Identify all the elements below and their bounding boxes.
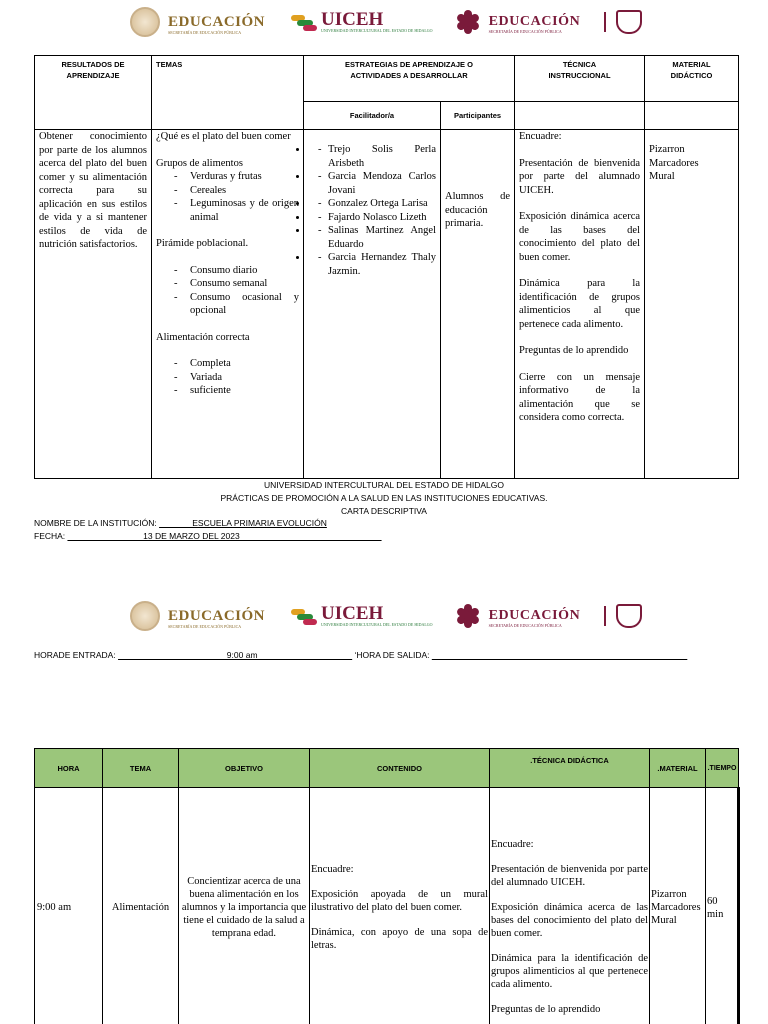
list-item: - • Salinas Martinez Angel Eduardo — [308, 224, 436, 251]
facilitador-cell — [304, 130, 441, 479]
temas-cell: ¿Qué es el plato del buen comer Grupos de alimentos - Verduras y frutas - Cereales - Leguminosas y de origen animal Pirámide poblacional. - Consumo diario - Consumo semanal - Consumo ocasional y opcional Alimentación correcta - Completa - Variada - suficiente — [152, 130, 304, 479]
schedule-line: HORADE ENTRADA: _______________________9:00 am____________________ ‘HORA DE SALIDA: ______________________________________________________ — [34, 650, 688, 660]
header-resultados: RESULTADOS DE APRENDIZAJE — [35, 56, 152, 130]
educacion-logo-right: EDUCACIÓN SECRETARÍA DE EDUCACIÓN PÚBLICA — [488, 14, 581, 34]
header-facilitador: Facilitador/a — [304, 102, 441, 130]
logo-divider — [604, 12, 606, 32]
institution-line: NOMBRE DE LA INSTITUCIÓN: _______ESCUELA PRIMARIA EVOLUCIÓN — [34, 518, 327, 528]
list-item: - • Fajardo Nolasco Lizeth — [308, 211, 436, 225]
objetivo-cell: Concientizar acerca de una buena alimentación en los alumnos y la importancia que tiene el cuidado de la salud a temprana edad. — [179, 788, 310, 1024]
list-item: - Variada — [156, 371, 299, 385]
tema-cell: Alimentación — [103, 788, 179, 1024]
list-item: - Cereales — [156, 184, 299, 198]
institution-value: _______ESCUELA PRIMARIA EVOLUCIÓN — [159, 518, 327, 528]
header-participantes: Participantes — [441, 102, 515, 130]
header-temas: TEMAS — [152, 56, 304, 130]
educacion-logo-right: EDUCACIÓN SECRETARÍA DE EDUCACIÓN PÚBLICA — [488, 608, 581, 628]
logo-bar-top — [130, 4, 680, 40]
sep-seal-icon — [130, 7, 160, 37]
list-item: - Verduras y frutas — [156, 170, 299, 184]
header-material: .MATERIAL — [650, 749, 706, 788]
header-tema: TEMA — [103, 749, 179, 788]
participantes-cell: Alumnos de educación primaria. — [441, 130, 515, 479]
schedule-table — [34, 748, 740, 1024]
header-material: MATERIAL DIDÁCTICO — [645, 56, 739, 102]
exit-time-value: ______________________________________________________ — [431, 650, 688, 660]
tiempo-cell: 60 min — [706, 788, 739, 1024]
list-item: - • Garcia Hernandez Thaly Jazmin. — [308, 251, 436, 278]
tecnica-cell: Encuadre: Presentación de bienvenida por parte del alumnado UICEH. Exposición dinámica acerca de las bases del conocimiento del plato del buen comer. Dinámica para la identificación de grupos alimenticios al que pertenece cada alimento. Preguntas de lo aprendido Cierre con un mensaje informativo de la alimentación que se considera como correcta. — [515, 130, 645, 479]
sep-seal-icon — [130, 601, 160, 631]
hora-cell: 9:00 am — [35, 788, 103, 1024]
tecnica-cell: Encuadre: Presentación de bienvenida por parte del alumnado UICEH. Exposición dinámica acerca de las bases del conocimiento del plato del buen comer. Dinámica para la identificación de grupos alimenticios al que pertenece cada alimento. Preguntas de lo aprendido — [490, 788, 650, 1024]
logo-bar-bottom — [130, 598, 680, 634]
list-item: - Consumo ocasional y opcional — [156, 291, 299, 318]
list-item: - Consumo diario — [156, 264, 299, 278]
header-tiempo: .TIEMPO — [706, 749, 739, 788]
list-item: - Consumo semanal — [156, 277, 299, 291]
flower-emblem-icon — [453, 10, 483, 34]
contenido-cell: Encuadre: Exposición apoyada de un mural ilustrativo del plato del buen comer. Dinámica, con apoyo de una sopa de letras. — [310, 788, 490, 1024]
header-estrategias: ESTRATEGIAS DE APRENDIZAJE O ACTIVIDADES A DESARROLLAR — [304, 56, 515, 102]
document-title: CARTA DESCRIPTIVA — [341, 506, 427, 516]
strategies-table — [34, 55, 739, 479]
material-cell: Pizarron Marcadores Mural — [650, 788, 706, 1024]
uiceh-bird-icon — [291, 13, 321, 31]
educacion-logo-left: EDUCACIÓN SECRETARÍA DE EDUCACIÓN PÚBLICA — [168, 13, 266, 35]
header-contenido: CONTENIDO — [310, 749, 490, 788]
practice-title: PRÁCTICAS DE PROMOCIÓN A LA SALUD EN LAS INSTITUCIONES EDUCATIVAS. — [220, 493, 548, 503]
entry-time-value: _______________________9:00 am____________________ — [118, 650, 353, 660]
uiceh-bird-icon — [291, 607, 321, 625]
list-item: - • Trejo Solis Perla Arisbeth — [308, 143, 436, 170]
resultados-cell: Obtener conocimiento por parte de los alumnos acerca del plato del buen comer y su alimentación correcta para su aplicación en sus estilos de vida y a si mantener estilos de vida de nutrición satisfactorios. — [35, 130, 152, 479]
header-objetivo: OBJETIVO — [179, 749, 310, 788]
list-item: - Completa — [156, 357, 299, 371]
header-hora: HORA — [35, 749, 103, 788]
uiceh-logo: UICEH UNIVERSIDAD INTERCULTURAL DEL ESTADO DE HIDALGO — [291, 606, 433, 627]
material-cell: Pizarron Marcadores Mural — [645, 130, 739, 479]
header-tecnica: .TÉCNICA DIDÁCTICA — [490, 749, 650, 788]
uiceh-logo: UICEH UNIVERSIDAD INTERCULTURAL DEL ESTADO DE HIDALGO — [291, 12, 433, 33]
list-item: - suficiente — [156, 384, 299, 398]
date-value: ________________13 DE MARZO DEL 2023______________________________ — [67, 531, 382, 541]
flower-emblem-icon — [453, 604, 483, 628]
header-tecnica: TÉCNICA INSTRUCCIONAL — [515, 56, 645, 102]
list-item: - • Garcia Mendoza Carlos Jovani — [308, 170, 436, 197]
list-item: - Leguminosas y de origen animal — [156, 197, 299, 224]
educacion-logo-left: EDUCACIÓN SECRETARÍA DE EDUCACIÓN PÚBLICA — [168, 607, 266, 629]
date-line: FECHA: ________________13 DE MARZO DEL 2023______________________________ — [34, 531, 382, 541]
list-item: - • Gonzalez Ortega Larisa — [308, 197, 436, 211]
university-title: UNIVERSIDAD INTERCULTURAL DEL ESTADO DE HIDALGO — [264, 480, 504, 490]
logo-divider — [604, 606, 606, 626]
hidalgo-shield-icon — [616, 10, 642, 34]
hidalgo-shield-icon — [616, 604, 642, 628]
